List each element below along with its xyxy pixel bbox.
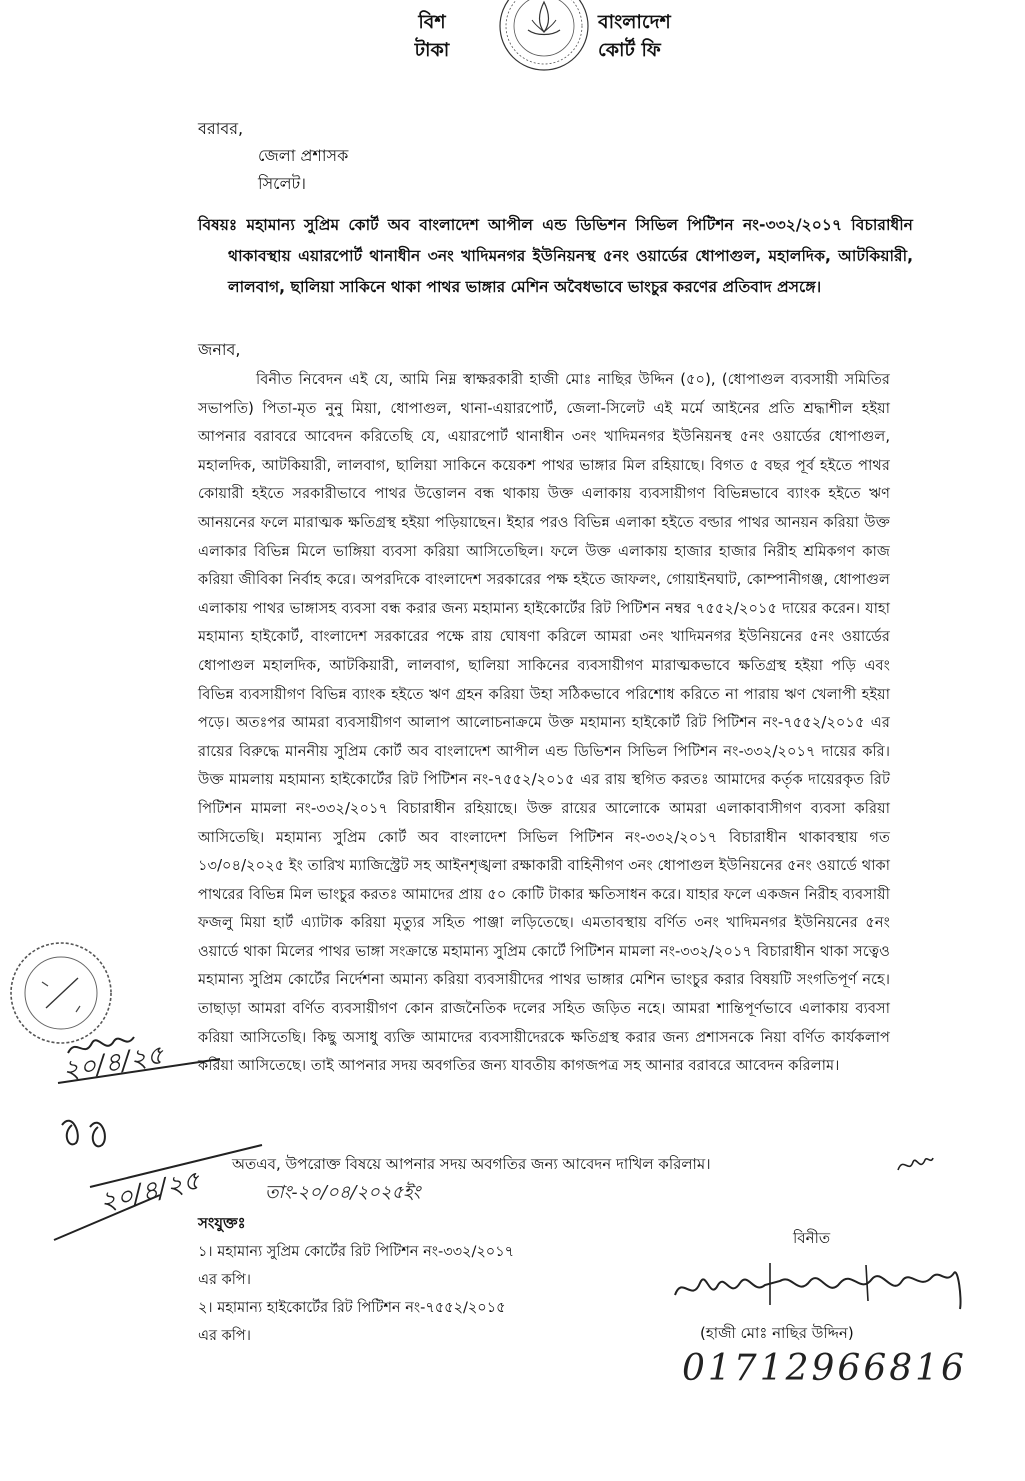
letter-body: বিনীত নিবেদন এই যে, আমি নিম্ন স্বাক্ষরকারী হাজী মোঃ নাছির উদ্দিন (৫০), (ধোপাগুল ব্যবসায়ী সমিতির সভাপতি) পিতা-মৃত নুনু মিয়া, ধোপাগুল, থানা-এয়ারপোর্ট, জেলা-সিলেট এই মর্মে আইনের প্রতি শ্রদ্ধাশীল হইয়া আপনার বরাবরে আবেদন করিতেছি যে, এয়ারপোর্ট থানাধীন ৩নং খাদিমনগর ইউনিয়নস্থ ৫নং ওয়ার্ডের ধোপাগুল, মহালদিক, আটকিয়ারী, লালবাগ, ছালিয়া সাকিনে কয়েকশ পাথর ভাঙ্গার মিল রহিয়াছে। বিগত ৫ বছর পূর্ব হইতে পাথর কোয়ারী হইতে সরকারীভাবে পাথর উত্তোলন বন্ধ থাকায় উক্ত এলাকায় ব্যবসায়ীগণ বিভিন্নভাবে ব্যাংক হইতে ঋণ আনয়নের ফলে মারাত্মক ক্ষতিগ্রস্থ হইয়া পড়িয়াছেন। ইহার পরও বিভিন্ন এলাকা হইতে বল্ডার পাথর আনয়ন করিয়া উক্ত এলাকার বিভিন্ন মিলে ভাঙ্গিয়া ব্যবসা করিয়া আসিতেছিল। ফলে উক্ত এলাকায় হাজার হাজার নিরীহ শ্রমিকগণ কাজ করিয়া জীবিকা নির্বাহ করে। অপরদিকে বাংলাদেশ সরকারের পক্ষ হইতে জাফলং, গোয়াইনঘাট, কোম্পানীগঞ্জ, ধোপাগুল এলাকায় পাথর ভাঙ্গাসহ ব্যবসা বন্ধ করার জন্য মহামান্য হাইকোর্টের রিট পিটিশন নম্বর ৭৫৫২/২০১৫ দায়ের করেন। যাহা মহামান্য হাইকোর্ট, বাংলাদেশ সরকারের পক্ষে রায় ঘোষণা করিলে আমরা ৩নং খাদিমনগর ইউনিয়নের ৫নং ওয়ার্ডের ধোপাগুল মহালদিক, আটকিয়ারী, লালবাগ, ছালিয়া সাকিনের ব্যবসায়ীগণ মারাত্মকভাবে ক্ষতিগ্রস্থ হইয়া পড়ি এবং বিভিন্ন ব্যবসায়ীগণ বিভিন্ন ব্যাংক হইতে ঋণ গ্রহন করিয়া উহা সঠিকভাবে পরিশোধ করিতে না পারায় ঋণ খেলাপী হইয়া পড়ে। অতঃপর আমরা ব্যবসায়ীগণ আলাপ আলোচনাক্রমে উক্ত মহামান্য হাইকোর্ট রিট পিটিশন নং-৭৫৫২/২০১৫ এর রায়ের বিরুদ্ধে মাননীয় সুপ্রিম কোর্ট অব বাংলাদেশ আপীল এন্ড ডিভিশন সিভিল পিটিশন নং-৩৩২/২০১৭ দায়ের করি। উক্ত মামলায় মহামান্য হাইকোর্টের রিট পিটিশন নং-৭৫৫২/২০১৫ এর রায় স্থগিত করতঃ আমাদের কর্তৃক দায়েরকৃত রিট পিটিশন মামলা নং-৩৩২/২০১৭ বিচারাধীন রহিয়াছে। উক্ত রায়ের আলোকে আমরা এলাকাবাসীগণ ব্যবসা করিয়া আসিতেছি। মহামান্য সুপ্রিম কোর্ট অব বাংলাদেশ সিভিল পিটিশন নং-৩৩২/২০১৭ বিচারাধীন থাকাবস্থায় গত ১৩/০৪/২০২৫ ইং তারিখ ম্যাজিস্ট্রেট সহ আইনশৃঙ্খলা রক্ষাকারী বাহিনীগণ ৩নং ধোপাগুল ইউনিয়নের ৫নং ওয়ার্ডে থাকা পাথরের বিভিন্ন মিল ভাংচুর করতঃ আমাদের প্রায় ৫০ কোটি টাকার ক্ষতিসাধন করে। যাহার ফলে একজন নিরীহ ব্যবসায়ী ফজলু মিয়া হার্ট এ্যাটাক করিয়া মৃত্যুর সহিত পাঞ্জা লড়িতেছে। এমতাবস্থায় বর্ণিত ৩নং খাদিমনগর ইউনিয়নের ৫নং ওয়ার্ডে থাকা মিলের পাথর ভাঙ্গা সংক্রান্তে মহামান্য সুপ্রিম কোর্টে পিটিশন মামলা নং-৩৩২/২০১৭ বিচারাধীন থাকা সত্বেও মহামান্য সুপ্রিম কোর্টের নির্দেশনা অমান্য করিয়া ব্যবসায়ীদের পাথর ভাঙ্গার মেশিন ভাংচুর করার বিষয়টি সংগতিপূর্ণ নহে। তাছাড়া আমরা বর্ণিত ব্যবসায়ীগণ কোন রাজনৈতিক দলের সহিত জড়িত নহে। আমরা শান্তিপূর্ণভাবে এলাকায় ব্যবসা করিয়া আসিতেছি। কিছু অসাধু ব্যক্তি আমাদের ব্যবসায়ীদেরকে ক্ষতিগ্রস্থ করার জন্য প্রশাসনকে নিয়া বর্ণিত কার্যকলাপ করিয়া আসিতেছে। তাই আপনার সদয় অবগতির জন্য যাবতীয় কাগজপত্র সহ আনার বরাবরে আবেদন করিলাম। (198, 371, 890, 1075)
letter-subject: বিষয়ঃ মহামান্য সুপ্রিম কোর্ট অব বাংলাদেশ আপীল এন্ড ডিভিশন সিভিল পিটিশন নং-৩৩২/২০১৭ বিচারাধীন থাকাবস্থায় এয়ারপোর্ট থানাধীন ৩নং খাদিমনগর ইউনিয়নস্থ ৫নং ওয়ার্ডের ধোপাগুল, মহালদিক, আটকিয়ারী, লালবাগ, ছালিয়া সাকিনে থাকা পাথর ভাঙ্গার মেশিন অবৈধভাবে ভাংচুর করণের প্রতিবাদ প্রসঙ্গে। (198, 216, 913, 296)
phone-number: 01712966816 (682, 1348, 967, 1389)
court-fee-value (392, 8, 472, 64)
enclosures-list (198, 1238, 518, 1350)
address-line1: জেলা প্রশাসক (258, 146, 349, 165)
stamp-right-line2: কোর্ট ফি (598, 39, 661, 61)
handwritten-signature-icon (670, 1255, 970, 1315)
closing-line: অতএব, উপরোক্ত বিষয়ে আপনার সদয় অবগতির জন্য আবেদন দাখিল করিলাম। (232, 1155, 711, 1173)
enclosures-title: সংযুক্তঃ (198, 1214, 246, 1232)
handwritten-margin-notes (50, 1015, 270, 1245)
enclosure-item: ১। মহামান্য সুপ্রিম কোর্টের রিট পিটিশন নং-৩৩২/২০১৭ এর কপি। (198, 1244, 515, 1288)
handwritten-date: তাং-২০/০৪/২০২৫ইং (265, 1182, 421, 1203)
handwritten-note-1: ২০/৪/২৫ (60, 1040, 166, 1086)
salutation: জনাব, (198, 340, 241, 359)
address-line2: সিলেট। (258, 174, 306, 193)
stamp-left-line2: টাকা (414, 39, 450, 61)
signatory-name: (হাজী মোঃ নাছির উদ্দিন) (700, 1324, 854, 1342)
initial-scribble-icon (895, 1152, 935, 1178)
enclosure-item: ২। মহামান্য হাইকোর্টের রিট পিটিশন নং-৭৫৫২/২০১৫ এর কপি। (198, 1300, 506, 1344)
stamp-left-line1: বিশ (418, 11, 446, 33)
handwritten-note-2: ২০/৪/২৫ (96, 1165, 203, 1218)
signature-closing: বিনীত (793, 1229, 831, 1247)
court-fee-label (598, 8, 748, 64)
address-to: বরাবর, (198, 119, 244, 138)
government-seal-icon (498, 0, 590, 72)
stamp-right-line1: বাংলাদেশ (598, 11, 671, 33)
